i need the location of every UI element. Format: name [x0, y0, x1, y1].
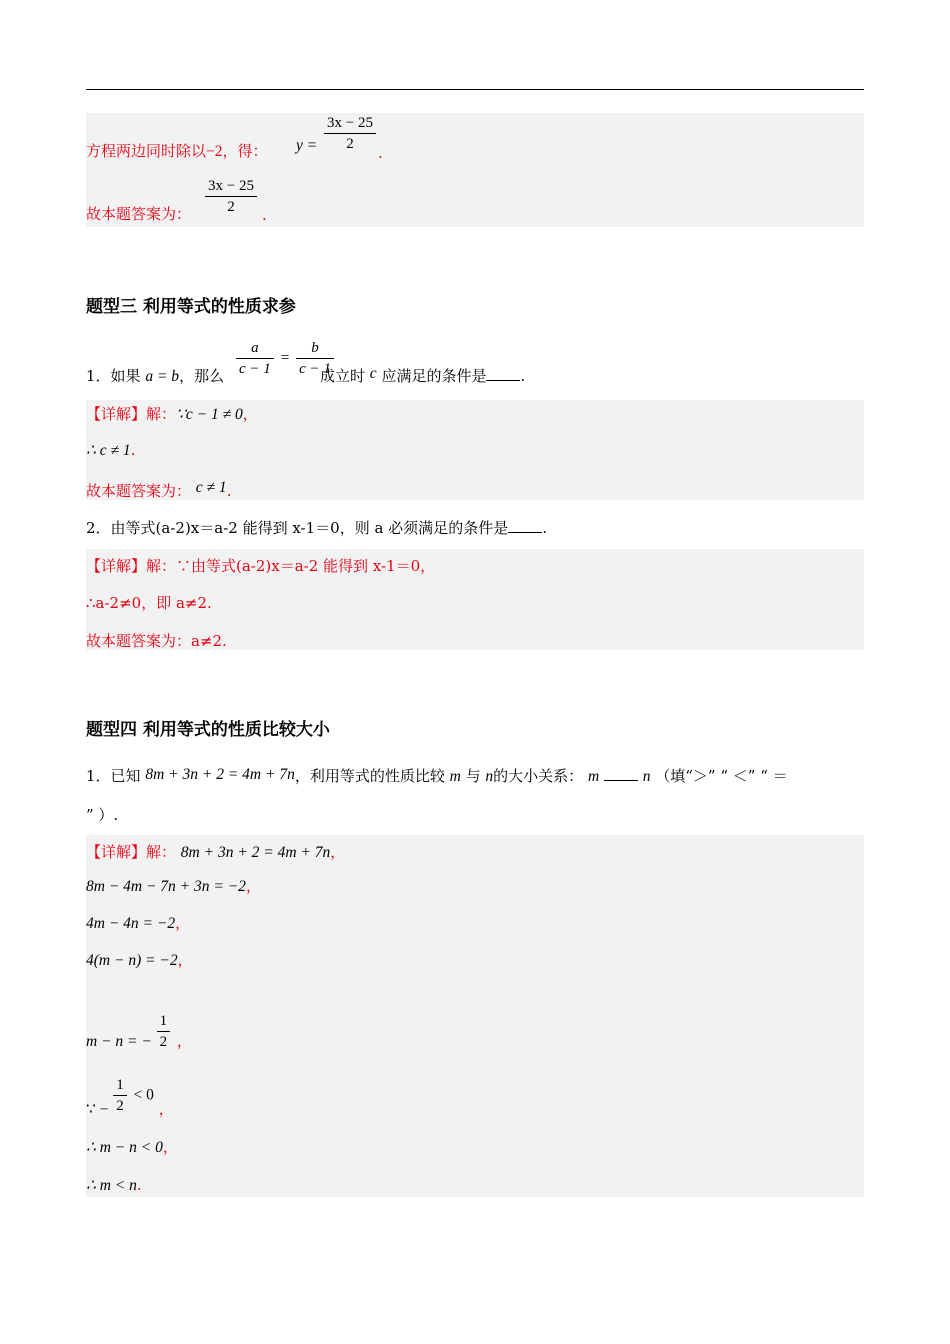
s4-a1-step1: 【详解】解： 8m + 3n + 2 = 4m + 7n，	[86, 843, 346, 861]
s3-a2-line2: ∴a-2≠0，即 a≠2.	[86, 594, 212, 612]
answer-blank	[604, 766, 638, 781]
prev-fraction: $\frac{3x - 25}{2}$	[324, 114, 376, 153]
s3-a2-line1: 【详解】解：∵由等式(a-2)x＝a-2 能得到 x-1＝0，	[86, 557, 436, 575]
section4-title: 题型四 利用等式的性质比较大小	[86, 720, 330, 740]
prev-answer-dot: .	[262, 206, 267, 224]
s4-q1-line1: 1．已知 8m + 3n + 2 = 4m + 7n，利用等式的性质比较 m 与 n的大小关系： m n （填“＞” “ ＜” “ ＝	[86, 766, 788, 785]
s4-a1-step5: m − n = − $\frac{1}{2}$ ，	[86, 1013, 192, 1050]
s4-q1-line2: ” ）.	[86, 806, 119, 824]
answer-blank	[486, 366, 520, 381]
prev-divide-line: 方程两边同时除以−2，得：	[86, 142, 268, 160]
s3-q1-equation: $\frac{a}{c - 1}$ = $\frac{b}{c - 1}$	[234, 339, 336, 378]
s3-q2: 2．由等式(a-2)x＝a-2 能得到 x-1＝0，则 a 必须满足的条件是 .	[86, 519, 547, 537]
s3-a2-line3: 故本题答案为：a≠2.	[86, 632, 227, 650]
s3-q1: 1．如果 a = b，那么	[86, 367, 225, 385]
answer-blank	[508, 518, 542, 533]
header-rule	[86, 89, 864, 90]
s3-a1-line2: ∴ c ≠ 1.	[86, 441, 136, 459]
prev-answer-label: 故本题答案为：	[86, 205, 192, 223]
prev-dot: .	[378, 144, 383, 162]
prev-answer-fraction: $\frac{3x - 25}{2}$	[203, 177, 259, 216]
s3-q1-tail: 成立时 c 应满足的条件是 .	[320, 365, 526, 385]
section3-title: 题型三 利用等式的性质求参	[86, 297, 296, 317]
s3-a1-line1: 【详解】解：∵c − 1 ≠ 0，	[86, 405, 258, 423]
s4-a1-step6: ∵ − $\frac{1}{2}$ < 0 ，	[86, 1077, 174, 1118]
s3-a1-line3: 故本题答案为： c ≠ 1.	[86, 479, 232, 500]
s4-a1-step3: 4m − 4n = −2，	[86, 914, 191, 932]
s4-a1-step8: ∴ m < n.	[86, 1176, 142, 1194]
prev-y-expression: y = $\frac{3x - 25}{2}$	[296, 114, 378, 153]
s4-a1-step2: 8m − 4m − 7n + 3n = −2，	[86, 877, 261, 895]
s4-a1-step4: 4(m − n) = −2，	[86, 951, 193, 969]
s4-a1-step7: ∴ m − n < 0，	[86, 1138, 178, 1156]
